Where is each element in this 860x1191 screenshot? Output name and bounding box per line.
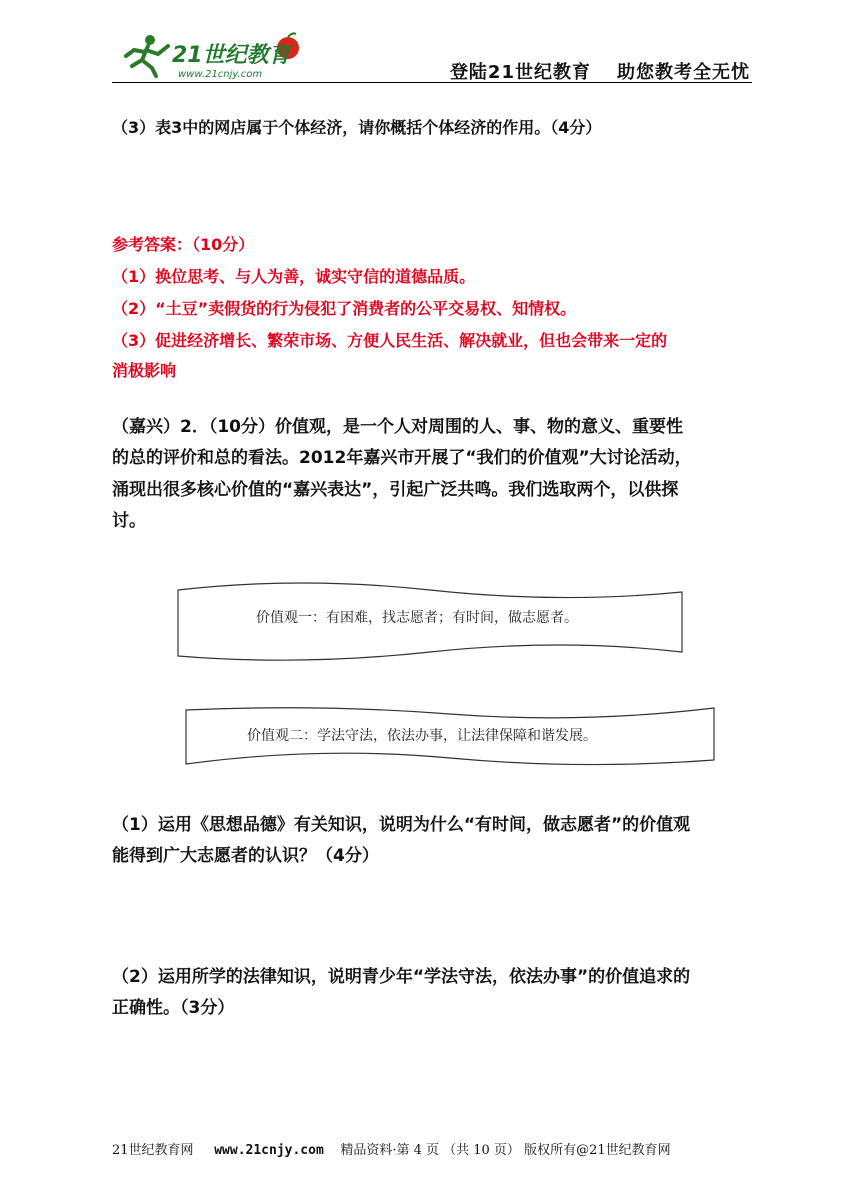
question-2-line-1: （嘉兴）2．（10分）价值观，是一个人对周围的人、事、物的意义、重要性 xyxy=(112,417,683,437)
sub-question-2-line-1: （2）运用所学的法律知识，说明青少年“学法守法，依法办事”的价值追求的 xyxy=(112,967,691,987)
answer-title: 参考答案：（10分） xyxy=(112,235,255,254)
question-2-line-3: 涌现出很多核心价值的“嘉兴表达”，引起广泛共鸣。我们选取两个，以供探 xyxy=(112,480,679,500)
page-footer xyxy=(112,1139,671,1158)
answer-line-1: （1）换位思考、与人为善，诚实守信的道德品质。 xyxy=(112,267,476,286)
value-two-text: 价值观二：学法守法，依法办事，让法律保障和谐发展。 xyxy=(247,728,597,744)
footer-site: 21世纪教育网 xyxy=(112,1143,194,1158)
question-3-prev: （3）表3中的网店属于个体经济，请你概括个体经济的作用。（4分） xyxy=(112,118,602,137)
sub-question-1-line-1: （1）运用《思想品德》有关知识，说明为什么“有时间，做志愿者”的价值观 xyxy=(112,815,691,835)
question-2-line-2: 的总的评价和总的看法。2012年嘉兴市开展了“我们的价值观”大讨论活动， xyxy=(112,448,692,468)
slogan-right: 助您教考全无忧 xyxy=(617,62,750,83)
question-2-line-4: 讨。 xyxy=(112,511,146,531)
logo-text: 21世纪教育 xyxy=(172,43,291,68)
runner-icon xyxy=(126,35,168,76)
slogan-left: 登陆21世纪教育 xyxy=(449,62,591,83)
site-logo[interactable] xyxy=(112,30,312,82)
value-one-text: 价值观一：有困难，找志愿者；有时间，做志愿者。 xyxy=(256,610,578,626)
footer-page-info: 精品资料·第 4 页 （共 10 页） 版权所有@21世纪教育网 xyxy=(340,1143,671,1158)
answer-line-3a: （3）促进经济增长、繁荣市场、方便人民生活、解决就业，但也会带来一定的 xyxy=(112,331,668,350)
sub-question-1-line-2: 能得到广大志愿者的认识？（4分） xyxy=(112,846,379,866)
header-slogan xyxy=(450,58,750,84)
logo-url: www.21cnjy.com xyxy=(178,69,263,80)
answer-line-2: （2）“土豆”卖假货的行为侵犯了消费者的公平交易权、知情权。 xyxy=(112,299,577,318)
answer-line-3b: 消极影响 xyxy=(112,361,177,380)
sub-question-2-line-2: 正确性。（3分） xyxy=(112,998,235,1018)
header-divider xyxy=(112,82,752,83)
footer-url[interactable]: www.21cnjy.com xyxy=(214,1143,324,1158)
